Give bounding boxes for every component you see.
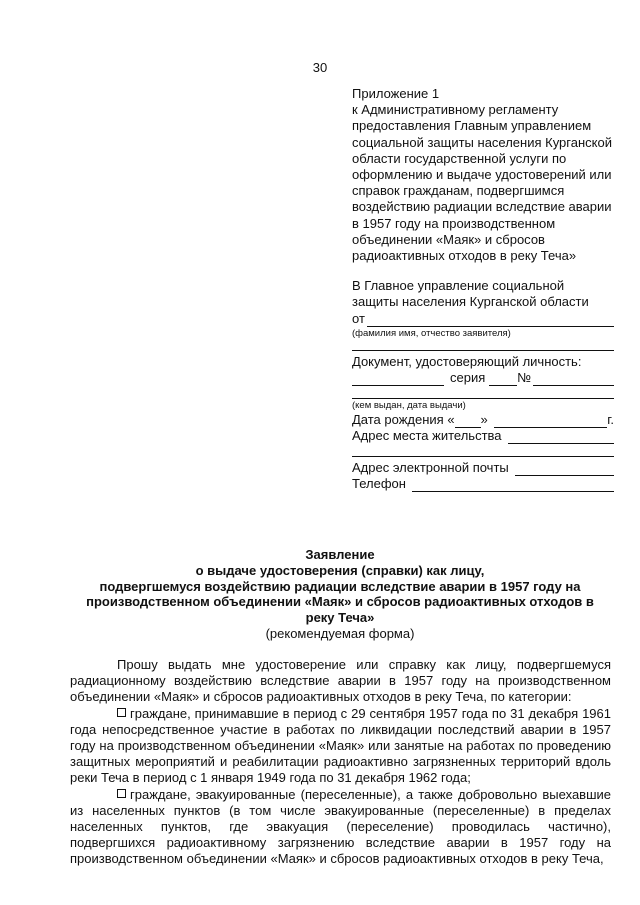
issued-hint: (кем выдан, дата выдачи)	[352, 400, 466, 411]
appendix-line: в 1957 году на производственном	[352, 215, 556, 231]
from-row	[352, 311, 614, 327]
address-field[interactable]	[508, 431, 614, 444]
appendix-line: справок гражданам, подвергшимся	[352, 183, 565, 199]
appendix-line: радиоактивных отходов в реку Теча»	[352, 248, 577, 264]
title-line: о выдаче удостоверения (справки) как лицу,	[195, 562, 485, 578]
birth-year-field[interactable]	[494, 415, 607, 428]
birth-day-field[interactable]	[455, 415, 481, 428]
number-label: №	[517, 370, 532, 385]
appendix-line: объединении «Маяк» и сбросов	[352, 231, 545, 247]
address-row	[352, 428, 614, 444]
phone-label: Телефон	[352, 476, 406, 491]
intro-paragraph: Прошу выдать мне удостоверение или справку как лицу, подвергшемуся радиационному воздействию вследствие аварии в 1957 году на производственном объединении «Маяк» и сбросов радиоактивных отходов в реку Теча, по категории:	[70, 657, 611, 705]
statement-title	[60, 547, 620, 642]
birth-row	[352, 412, 614, 428]
birth-label: Дата рождения «	[352, 412, 455, 427]
appendix-line: области государственной услуги по	[352, 150, 567, 166]
title-line: подвергшемуся воздействию радиации вследствие аварии в 1957 году на	[99, 578, 581, 594]
checkbox-option-2[interactable]	[117, 789, 126, 798]
checkbox-option-1[interactable]	[117, 708, 126, 717]
series-field[interactable]	[489, 373, 517, 386]
title-line: реку Теча»	[305, 610, 375, 626]
title-subtitle: (рекомендуемая форма)	[265, 625, 415, 641]
option-paragraph	[70, 706, 611, 787]
appendix-line: предоставления Главным управлением	[352, 118, 592, 134]
title-line: Заявление	[305, 547, 375, 562]
option-text: граждане, принимавшие в период с 29 сентября 1957 года по 31 декабря 1961 года непосредственное участие в работах по ликвидации последствий аварии в 1957 году на производственном объединении «Маяк» или занятые на работах по проведению защитных мероприятий и реабилитации радиоактивно загрязненных территорий вдоль реки Теча в период с 1 января 1949 года по 31 декабря 1962 года;	[70, 705, 611, 786]
document-label: Документ, удостоверяющий личность:	[352, 354, 582, 369]
addressee-line: В Главное управление социальной	[352, 278, 565, 293]
statement-body	[70, 657, 611, 868]
from-extra-line[interactable]	[352, 350, 614, 351]
from-label: от	[352, 311, 365, 326]
document-row	[352, 370, 614, 386]
from-hint: (фамилия имя, отчество заявителя)	[352, 328, 511, 339]
appendix-line: социальной защиты населения Курганской	[352, 134, 612, 150]
phone-row	[352, 476, 614, 492]
address-extra-line[interactable]	[352, 456, 614, 457]
addressee-block	[352, 278, 614, 492]
appendix-line: к Административному регламенту	[352, 102, 559, 118]
birth-close: »	[480, 412, 488, 427]
number-field[interactable]	[533, 373, 614, 386]
document-type-field[interactable]	[352, 373, 444, 386]
appendix-line: Приложение 1	[352, 86, 440, 101]
appendix-line: оформлению и выдаче удостоверений или	[352, 167, 612, 183]
page-number: 30	[312, 60, 328, 75]
phone-field[interactable]	[412, 479, 614, 492]
option-text: граждане, эвакуированные (переселенные), а также добровольно выехавшие из населенных пунктов (в том числе эвакуированные (переселенные) в пределах населенных пунктов, где эвакуация (переселение) проводилась частично), подвергшихся радиоактивному загрязнению вследствие аварии в 1957 году на производственном объединении «Маяк» и сбросов радиоактивных отходов в реку Теча,	[70, 786, 611, 867]
addressee-line: защиты населения Курганской области	[352, 294, 589, 309]
from-field[interactable]	[367, 314, 614, 327]
appendix-header	[352, 86, 617, 264]
birth-year-suffix: г.	[607, 412, 614, 427]
email-label: Адрес электронной почты	[352, 460, 509, 475]
address-label: Адрес места жительства	[352, 428, 502, 443]
appendix-line: воздействию радиации вследствие аварии	[352, 199, 612, 215]
series-label: серия	[450, 370, 486, 385]
email-row	[352, 460, 614, 476]
email-field[interactable]	[515, 463, 614, 476]
option-paragraph	[70, 787, 611, 868]
issued-line[interactable]	[352, 398, 614, 399]
title-line: производственном объединении «Маяк» и сбросов радиоактивных отходов в	[86, 594, 594, 610]
